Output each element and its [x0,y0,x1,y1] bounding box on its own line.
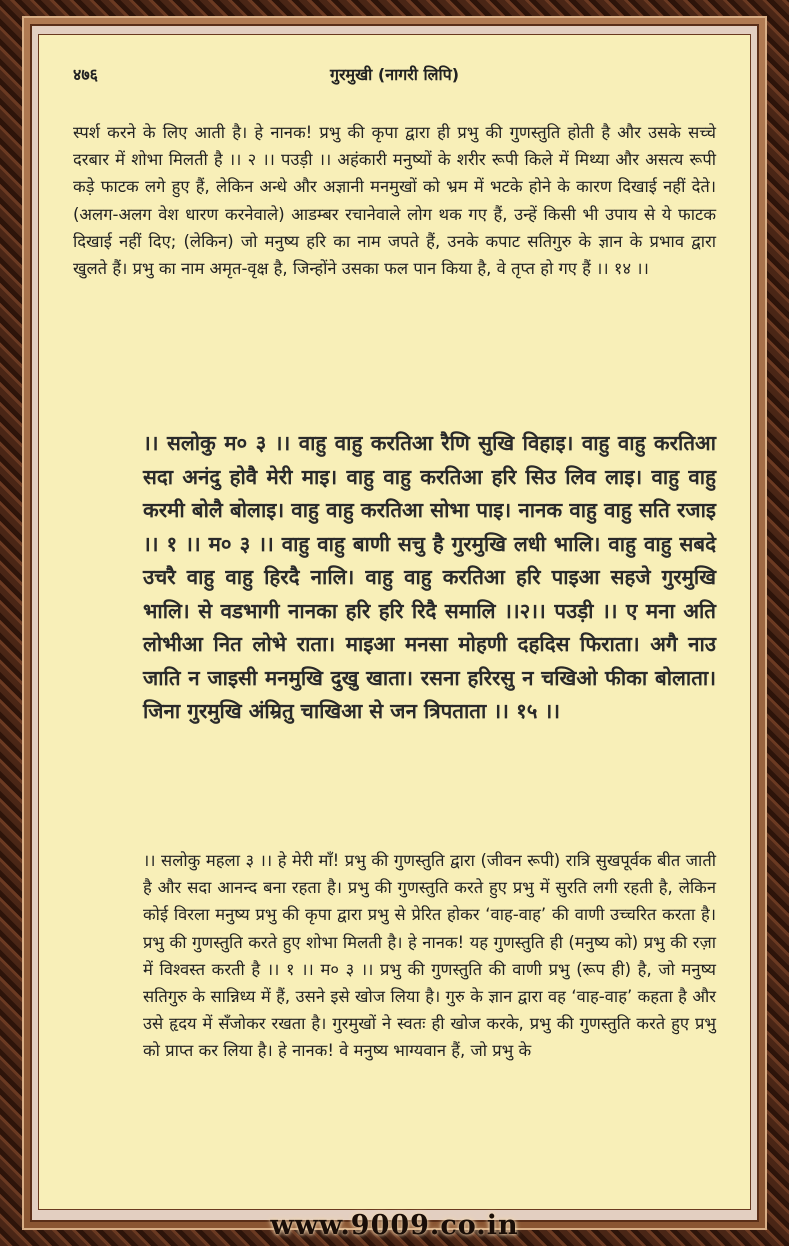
verse-text: ।। सलोकु म० ३ ।। वाहु वाहु करतिआ रैणि सुखि विहाइ। वाहु वाहु करतिआ सदा अनंदु होवै मेरी माइ। वाहु वाहु करतिआ हरि सिउ लिव लाइ। वाहु वाहु करमी बोलै बोलाइ। वाहु वाहु करतिआ सोभा पाइ। नानक वाहु वाहु सति रजाइ ।। १ ।। म० ३ ।। वाहु वाहु बाणी सचु है गुरमुखि लधी भालि। वाहु वाहु सबदे उचरै वाहु वाहु हिरदै नालि। वाहु वाहु करतिआ हरि पाइआ सहजे गुरमुखि भालि। से वडभागी नानका हरि हरि रिदै समालि ।।२।। पउड़ी ।। ए मना अति लोभीआ नित लोभे राता। माइआ मनसा मोहणी दहदिस फिराता। अगै नाउ जाति न जाइसी मनमुखि दुखु खाता। रसना हरिरसु न चखिओ फीका बोलाता। जिना गुरमुखि अंम्रितु चाखिआ से जन त्रिपताता ।। १५ ।। [143,431,716,723]
translation-text: ।। सलोकु महला ३ ।। हे मेरी माँ! प्रभु की गुणस्तुति द्वारा (जीवन रूपी) रात्रि सुखपूर्वक बीत जाती है और सदा आनन्द बना रहता है। प्रभु की गुणस्तुति करते हुए प्रभु में सुरति लगी रहती है, लेकिन कोई विरला मनुष्य प्रभु की कृपा द्वारा प्रभु से प्रेरित होकर ‘वाह-वाह’ की वाणी उच्चरित करता है। प्रभु की गुणस्तुति करते हुए शोभा मिलती है। हे नानक! यह गुणस्तुति ही (मनुष्य को) प्रभु की रज़ा में विश्वस्त करती है ।। १ ।। म० ३ ।। प्रभु की गुणस्तुति की वाणी प्रभु (रूप ही) है, जो मनुष्य सतिगुरु के सान्निध्य में हैं, उसने इसे खोज लिया है। गुरु के ज्ञान द्वारा वह ‘वाह-वाह’ कहता है और उसे हृदय में सँजोकर रखता है। गुरमुखों ने स्वतः ही खोज करके, प्रभु की गुणस्तुति करते हुए प्रभु को प्राप्त कर लिया है। हे नानक! वे मनुष्य भाग्यवान हैं, जो प्रभु के [143,851,716,1061]
gurmukhi-verse [73,427,716,729]
page-title: गुरमुखी (नागरी लिपि) [329,65,460,84]
website-watermark: www.9009.co.in [270,1210,519,1241]
translation-paragraph-top: स्पर्श करने के लिए आती है। हे नानक! प्रभु की कृपा द्वारा ही प्रभु की गुणस्तुति होती है और उसके सच्चे दरबार में शोभा मिलती है ।। २ ।। पउड़ी ।। अहंकारी मनुष्यों के शरीर रूपी किले में मिथ्या और असत्य रूपी कड़े फाटक लगे हुए हैं, लेकिन अन्धे और अज्ञानी मनमुखों को भ्रम में भटके होने के कारण दिखाई नहीं देते। (अलग-अलग वेश धारण करनेवाले) आडम्बर रचानेवाले लोग थक गए हैं, उन्हें किसी भी उपाय से ये फाटक दिखाई नहीं दिए; (लेकिन) जो मनुष्य हरि का नाम जपते हैं, उनके कपाट सतिगुरु के ज्ञान के प्रभाव द्वारा खुलते हैं। प्रभु का नाम अमृत-वृक्ष है, जिन्होंने उसका फल पान किया है, वे तृप्त हो गए हैं ।। १४ ।। [73,123,716,279]
translation-paragraph-bottom [73,847,716,1065]
page-number: ४७६ [73,65,98,84]
page-header [73,63,716,87]
book-page [38,34,751,1210]
